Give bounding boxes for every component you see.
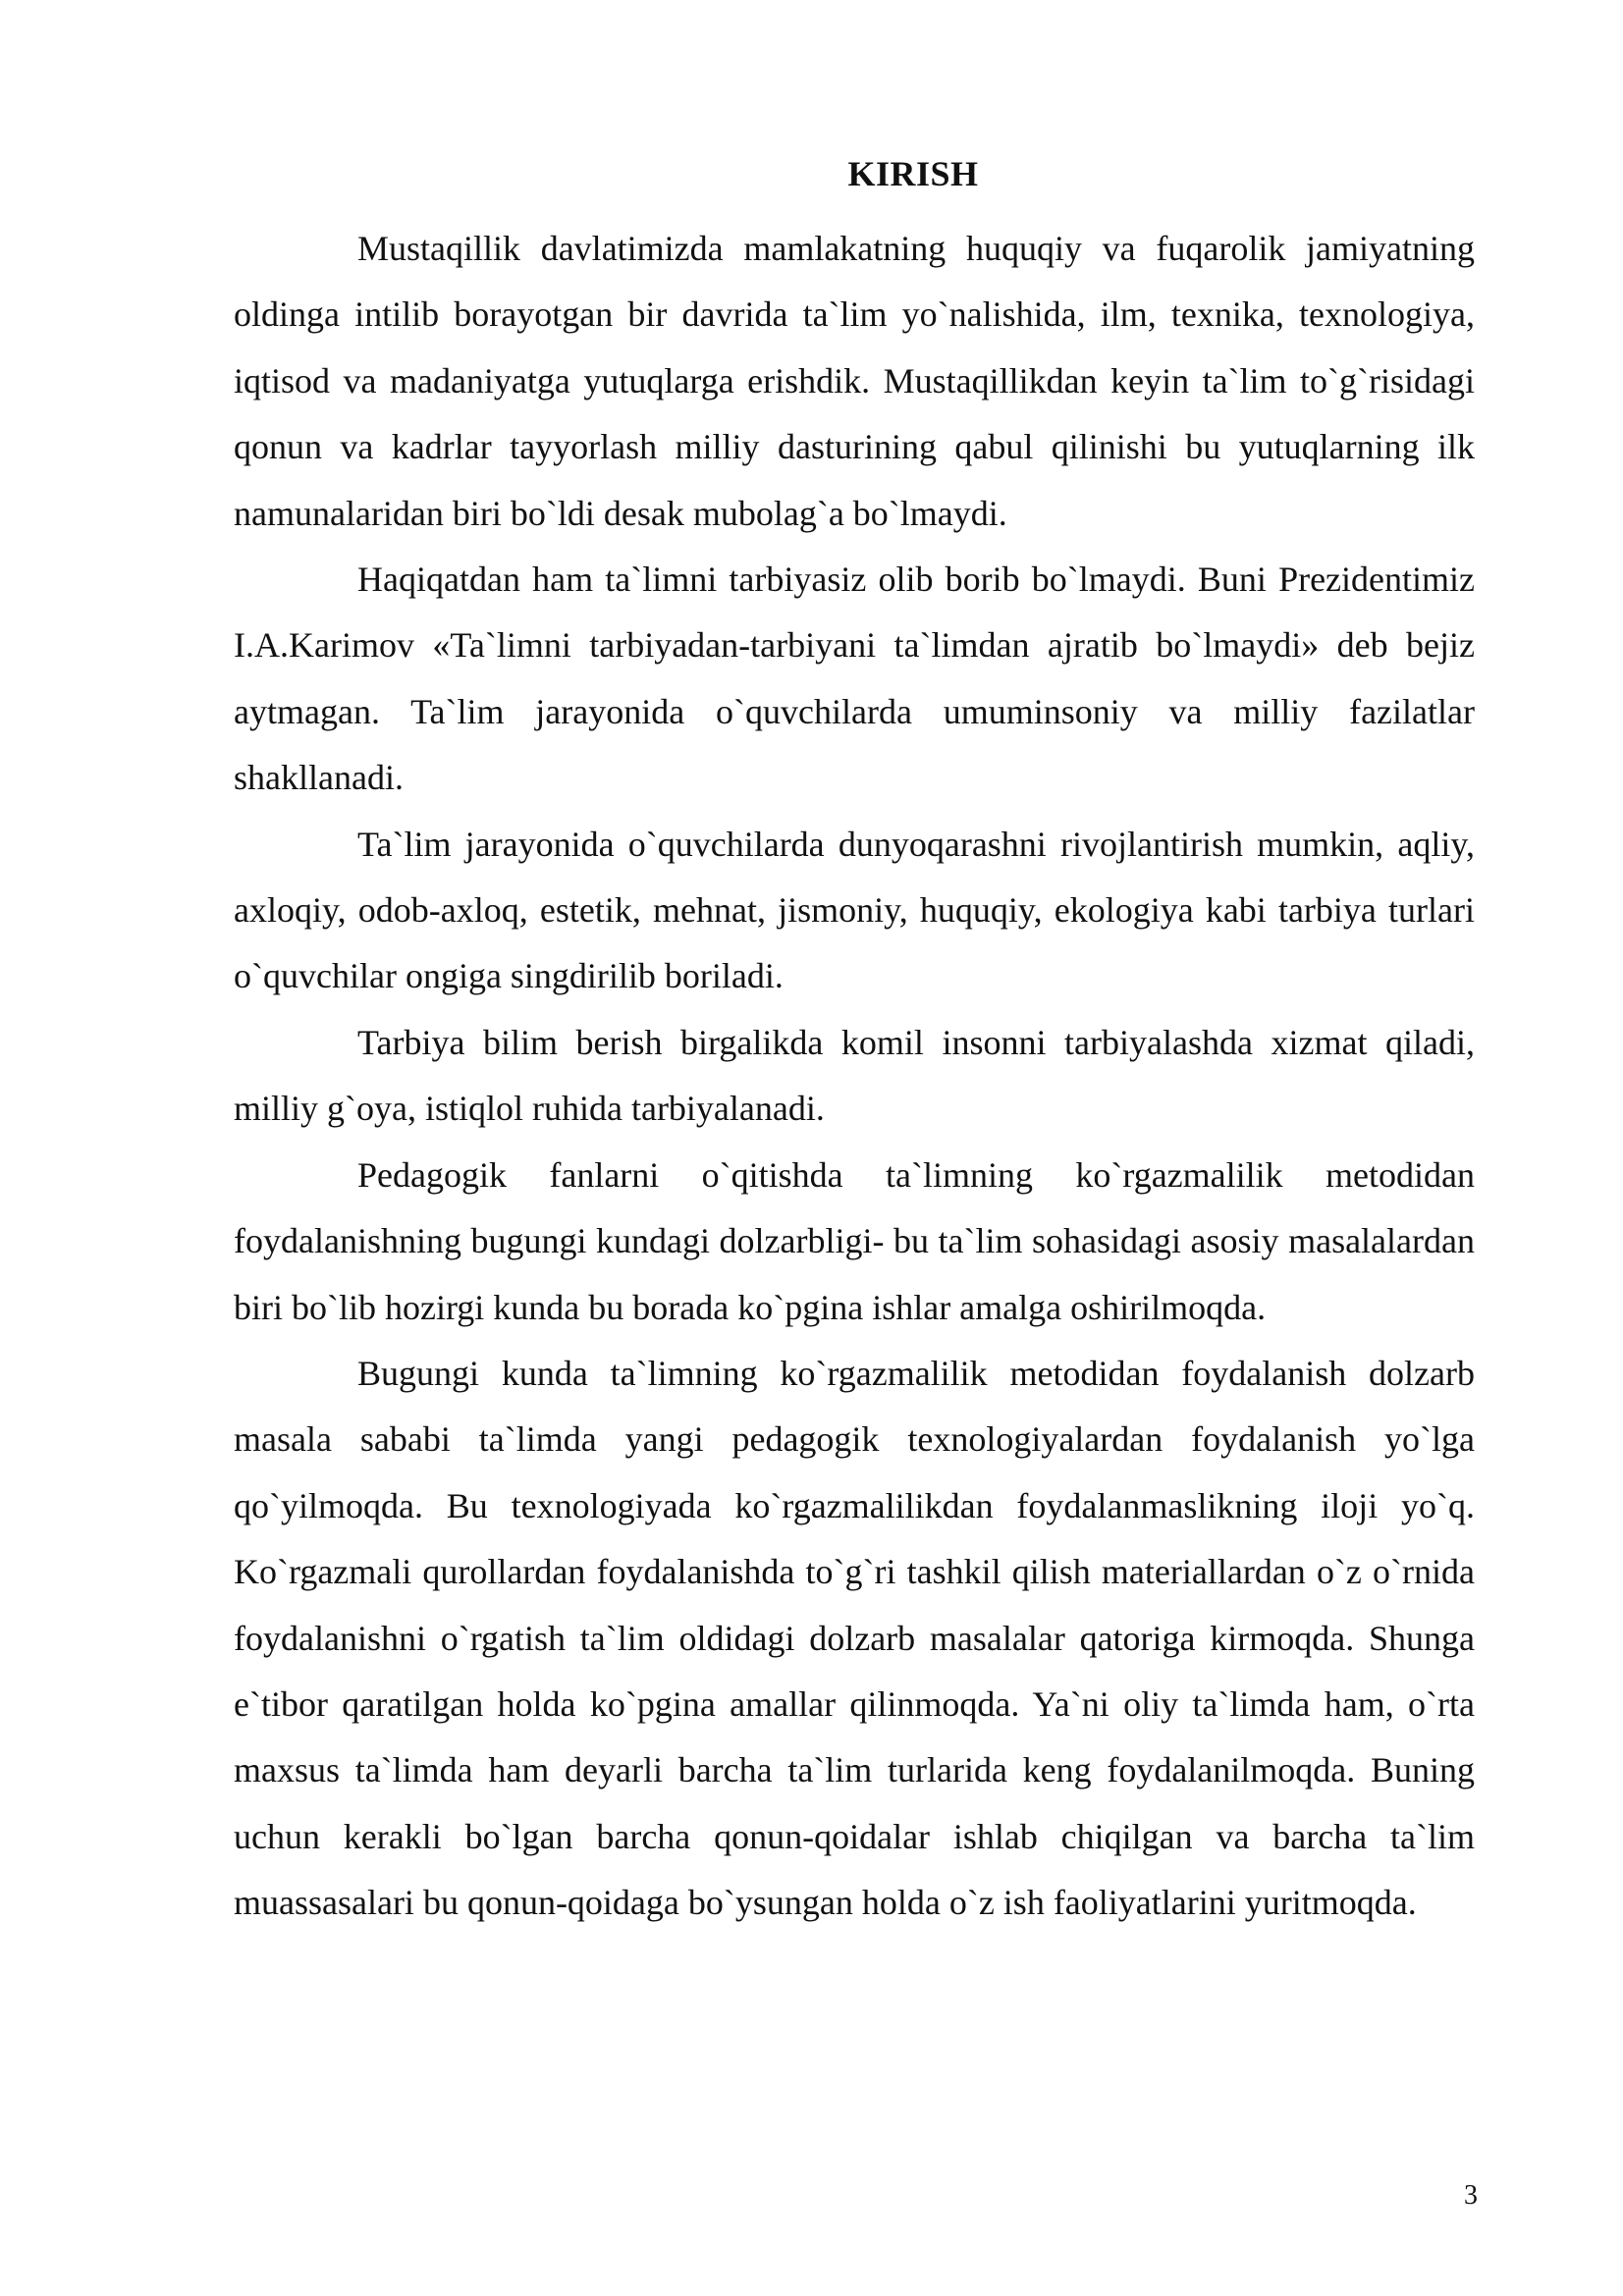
page-number: 3 <box>1464 2180 1478 2211</box>
paragraph: Tarbiya bilim berish birgalikda komil insonni tarbiyalashda xizmat qiladi, milliy g`oya, istiqlol ruhida tarbiyalanadi. <box>234 1022 1475 1129</box>
section-heading: KIRISH <box>847 154 979 193</box>
paragraph: Ta`lim jarayonida o`quvchilarda dunyoqarashni rivojlantirish mumkin, aqliy, axloqiy, odob-axloq, estetik, mehnat, jismoniy, huquqiy, ekologiya kabi tarbiya turlari o`quvchilar ongiga singdirilib boriladi. <box>234 824 1475 996</box>
paragraph: Haqiqatdan ham ta`limni tarbiyasiz olib borib bo`lmaydi. Buni Prezidentimiz I.A.Karimov «Ta`limni tarbiyadan-tarbiyani ta`limdan ajratib bo`lmaydi» deb bejiz aytmagan. Ta`lim jarayonida o`quvchilarda umuminsoniy va milliy fazilatlar shakllanadi. <box>234 560 1475 798</box>
paragraph: Bugungi kunda ta`limning ko`rgazmalilik metodidan foydalanish dolzarb masala sababi ta`limda yangi pedagogik texnologiyalardan foydalanish yo`lga qo`yilmoqda. Bu texnologiyada ko`rgazmalilikdan foydalanmaslikning iloji yo`q. Ko`rgazmali qurollardan foydalanishda to`g`ri tashkil qilish materiallardan o`z o`rnida foydalanishni o`rgatish ta`lim oldidagi dolzarb masalalar qatoriga kirmoqda. Shunga e`tibor qaratilgan holda ko`pgina amallar qilinmoqda. Ya`ni oliy ta`limda ham, o`rta maxsus ta`limda ham deyarli barcha ta`lim turlarida keng foydalanilmoqda. Buning uchun kerakli bo`lgan barcha qonun-qoidalar ishlab chiqilgan va barcha ta`lim muassasalari bu qonun-qoidaga bo`ysungan holda o`z ish faoliyatlarini yuritmoqda. <box>234 1353 1475 1923</box>
body-text <box>234 216 1475 1937</box>
paragraph: Mustaqillik davlatimizda mamlakatning huquqiy va fuqarolik jamiyatning oldinga intilib borayotgan bir davrida ta`lim yo`nalishida, ilm, texnika, texnologiya, iqtisod va madaniyatga yutuqlarga erishdik. Mustaqillikdan keyin ta`lim to`g`risidagi qonun va kadrlar tayyorlash milliy dasturining qabul qilinishi bu yutuqlarning ilk namunalaridan biri bo`ldi desak mubolag`a bo`lmaydi. <box>234 229 1475 533</box>
paragraph: Pedagogik fanlarni o`qitishda ta`limning ko`rgazmalilik metodidan foydalanishning bugungi kundagi dolzarbligi- bu ta`lim sohasidagi asosiy masalalardan biri bo`lib hozirgi kunda bu borada ko`pgina ishlar amalga oshirilmoqda. <box>234 1154 1475 1327</box>
